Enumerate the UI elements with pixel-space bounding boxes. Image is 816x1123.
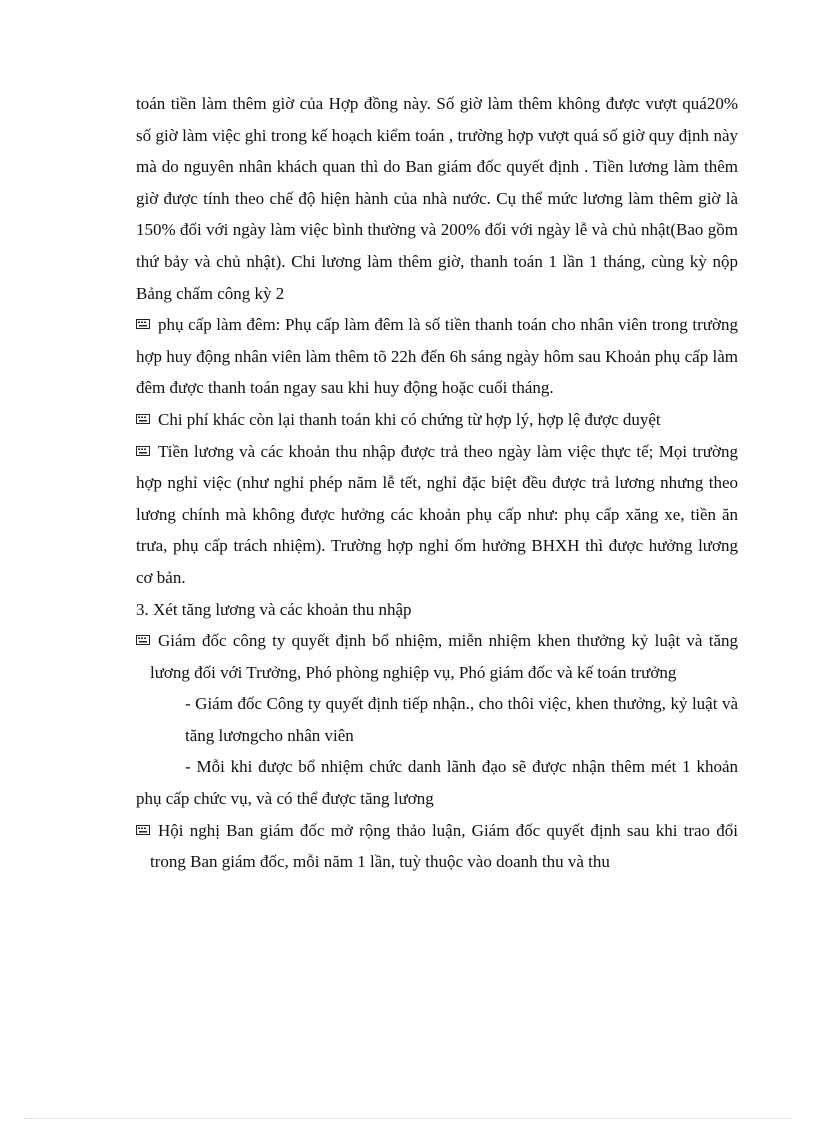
keyboard-bullet-icon bbox=[136, 414, 150, 424]
bullet-text: Chi phí khác còn lại thanh toán khi có chứng từ hợp lý, hợp lệ được duyệt bbox=[158, 409, 661, 429]
section-heading: 3. Xét tăng lương và các khoản thu nhập bbox=[136, 599, 412, 619]
bullet-salary-income bbox=[136, 436, 738, 594]
dash-item-appointment: - Mỗi khi được bổ nhiệm chức danh lãnh đạo sẽ được nhận thêm mét 1 khoản phụ cấp chức vụ, và có thể được tăng lương bbox=[136, 757, 738, 809]
bullet-board-meeting bbox=[136, 815, 738, 878]
bullet-text: phụ cấp làm đêm: Phụ cấp làm đêm là số tiền thanh toán cho nhân viên trong trường hợp huy động nhân viên làm thêm tõ 22h đến 6h sáng ngày hôm sau Khoản phụ cấp làm đêm được thanh toán ngay sau khi huy động hoặc cuối tháng. bbox=[136, 315, 738, 398]
keyboard-bullet-icon bbox=[136, 319, 150, 329]
bullet-text: Hội nghị Ban giám đốc mở rộng thảo luận, Giám đốc quyết định sau khi trao đổi trong Ban giám đốc, mỗi năm 1 lần, tuỳ thuộc vào doanh thu và thu bbox=[150, 820, 738, 872]
paragraph-overtime: toán tiền làm thêm giờ của Hợp đồng này. Số giờ làm thêm không được vượt quá20% số giờ làm việc ghi trong kế hoạch kiểm toán , trường hợp vượt quá số giờ quy định này mà do nguyên nhân khách quan thì do Ban giám đốc quyết định . Tiền lương làm thêm giờ được tính theo chế độ hiện hành của nhà nước. Cụ thể mức lương làm thêm giờ là 150% đối với ngày làm việc bình thường và 200% đối với ngày lễ và chủ nhật(Bao gồm thứ bảy và chủ nhật). Chi lương làm thêm giờ, thanh toán 1 lần 1 tháng, cùng kỳ nộp Bảng chấm công kỳ 2 bbox=[136, 94, 738, 303]
keyboard-bullet-icon bbox=[136, 635, 150, 645]
keyboard-bullet-icon bbox=[136, 446, 150, 456]
document-page bbox=[136, 88, 738, 878]
bullet-text: Tiền lương và các khoản thu nhập được trả theo ngày làm việc thực tế; Mọi trường hợp nghỉ việc (như nghỉ phép năm lễ tết, nghỉ đặc biệt đều được trả lương nhưng theo lương chính mà không được hưởng các khoản phụ cấp như: phụ cấp xăng xe, tiền ăn trưa, phụ cấp trách nhiệm). Trường hợp nghỉ ốm hưởng BHXH thì được hưởng lương cơ bản. bbox=[136, 441, 738, 587]
page-bottom-divider bbox=[24, 1118, 792, 1119]
bullet-director-decisions bbox=[136, 625, 738, 688]
keyboard-bullet-icon bbox=[136, 825, 150, 835]
bullet-text: Giám đốc công ty quyết định bổ nhiệm, miễn nhiệm khen thưởng kỷ luật và tăng lương đối với Trưởng, Phó phòng nghiệp vụ, Phó giám đốc và kế toán trưởng bbox=[150, 631, 738, 682]
bullet-night-allowance bbox=[136, 309, 738, 404]
dash-item-hiring: - Giám đốc Công ty quyết định tiếp nhận., cho thôi việc, khen thưởng, kỷ luật và tăng lươngcho nhân viên bbox=[185, 694, 738, 745]
bullet-other-costs bbox=[136, 404, 738, 436]
